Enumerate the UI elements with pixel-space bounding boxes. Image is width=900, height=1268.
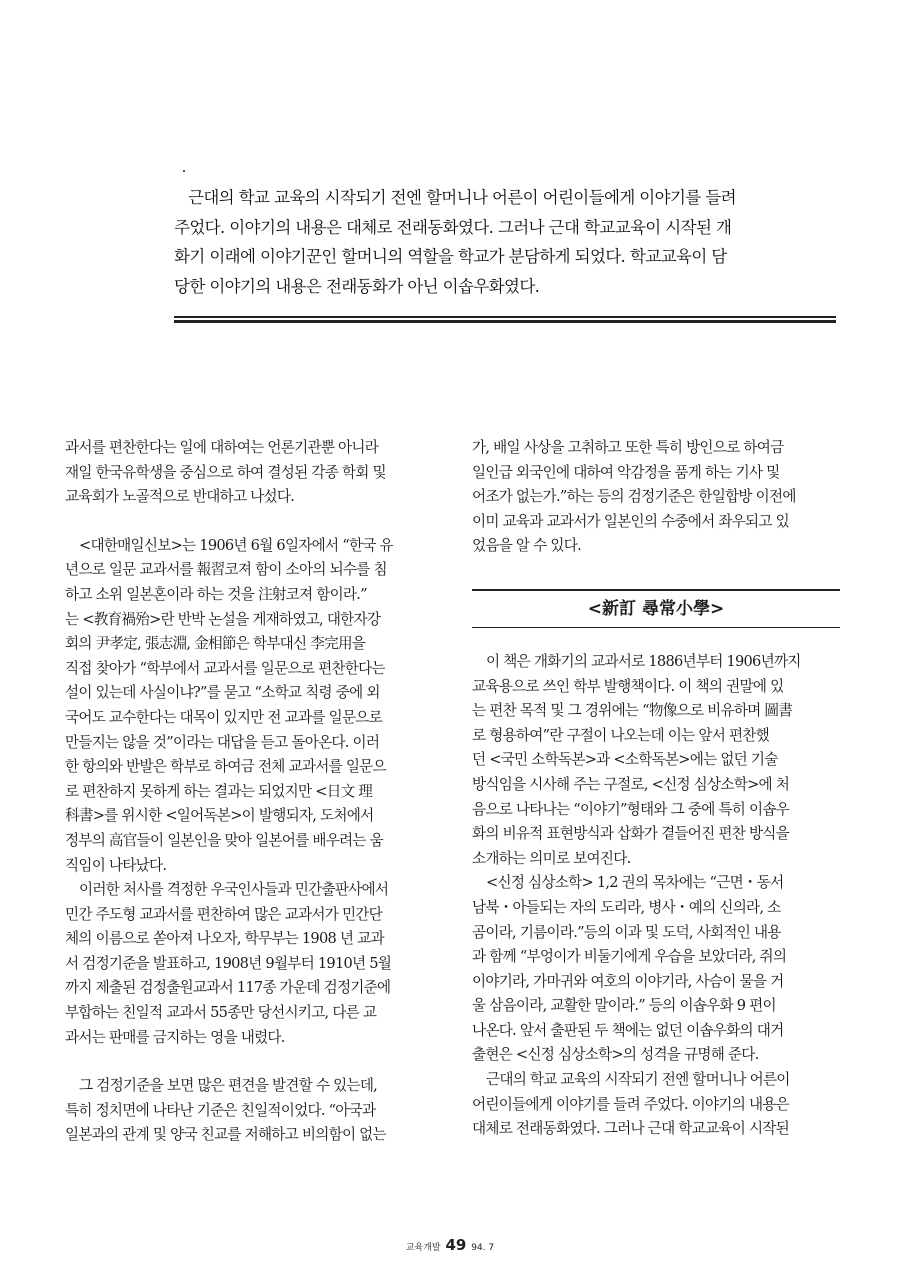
page-number: 49 <box>445 1236 467 1254</box>
issue-date: 94. 7 <box>471 1243 495 1253</box>
page-footer <box>0 1236 900 1254</box>
text-line: 었음을 알 수 있다. <box>472 537 581 555</box>
text-line: 만들지는 않을 것”이라는 대답을 듣고 돌아온다. 이러 <box>65 733 380 751</box>
text-line: 서 검정기준을 발표하고, 1908년 9월부터 1910년 5월 <box>65 954 392 972</box>
pull-quote-rule-thin <box>174 316 836 318</box>
text-line: 직접 찾아가 “학부에서 교과서를 일문으로 편찬한다는 <box>65 659 385 677</box>
text-line: 체의 이름으로 쏟아져 나오자, 학무부는 1908 년 교과 <box>65 930 384 948</box>
pull-quote-line: 화기 이래에 이야기꾼인 할머니의 역할을 학교가 분담하게 되었다. 학교교육이 담 <box>174 247 727 266</box>
text-line: 부합하는 친일적 교과서 55종만 당선시키고, 다른 교 <box>65 1004 377 1022</box>
left-column <box>65 436 445 1148</box>
text-line: 교육회가 노골적으로 반대하고 나섰다. <box>65 488 295 506</box>
text-line: 근대의 학교 교육의 시작되기 전엔 할머니나 어른이 <box>486 1071 790 1089</box>
text-line: 던 <국민 소학독본>과 <소학독본>에는 없던 기술 <box>472 751 778 769</box>
text-line: 가, 배일 사상을 고취하고 또한 특히 방인으로 하여금 <box>472 439 784 456</box>
pull-quote-line: 당한 이야기의 내용은 전래동화가 아닌 이솝우화였다. <box>174 276 540 296</box>
text-line: 하고 소위 일본혼이라 하는 것을 注射코져 함이라.” <box>65 585 367 603</box>
text-line: 울 삼음이라, 교활한 말이라.” 등의 이솝우화 9 편이 <box>472 997 776 1015</box>
text-line: 까지 제출된 검정출원교과서 117종 가운데 검정기준에 <box>65 979 391 997</box>
text-line: 나온다. 앞서 출판된 두 책에는 없던 이솝우화의 대거 <box>472 1021 784 1039</box>
section-rule-bottom <box>472 627 840 628</box>
stray-mark <box>183 170 185 172</box>
text-line: 직임이 나타났다. <box>65 856 167 874</box>
text-line: 이미 교육과 교과서가 일본인의 수중에서 좌우되고 있 <box>472 512 789 530</box>
pull-quote-rule-thick <box>174 320 836 323</box>
text-line: 이러한 처사를 격정한 우국인사들과 민간출판사에서 <box>79 881 389 899</box>
text-line: 정부의 高官들이 일본인을 맞아 일본어를 배우려는 움 <box>65 831 383 849</box>
text-line: 음으로 나타나는 “이야기”형태와 그 중에 특히 이솝우 <box>472 800 790 818</box>
text-line: <신정 심상소학> 1,2 권의 목차에는 “근면・동서 <box>486 874 784 892</box>
text-line: 출현은 <신정 심상소학>의 성격을 규명해 준다. <box>472 1046 759 1064</box>
pull-quote-line: 근대의 학교 교육의 시작되기 전엔 할머니나 어른이 어린이들에게 이야기를 들려 <box>188 188 736 207</box>
text-line: 어린이들에게 이야기를 들려 주었다. 이야기의 내용은 <box>472 1095 789 1113</box>
text-line: 일본과의 관계 및 양국 친교를 저해하고 비의함이 없는 <box>65 1126 386 1144</box>
text-line: 국어도 교수한다는 대목이 있지만 전 교과를 일문으로 <box>65 708 382 726</box>
text-line: 이야기라, 가마귀와 여호의 이야기라, 사슴이 물을 거 <box>472 972 784 990</box>
text-line: 년으로 일문 교과서를 報習코져 함이 소아의 뇌수를 침 <box>65 561 387 579</box>
text-line: 민간 주도형 교과서를 편찬하여 많은 교과서가 민간단 <box>65 905 382 923</box>
text-line: 과 함께 “부엉이가 비둘기에게 우습을 보았더라, 쥐의 <box>472 948 787 966</box>
magazine-name: 교육개발 <box>405 1243 441 1253</box>
text-line: 소개하는 의미로 보여진다. <box>472 849 631 867</box>
text-line: 과서를 편찬한다는 일에 대하여는 언론기관뿐 아니라 <box>65 439 379 456</box>
text-line: 특히 정치면에 나타난 기준은 친일적이었다. “아국과 <box>65 1101 376 1119</box>
text-line: 교육용으로 쓰인 학부 발행책이다. 이 책의 권말에 있 <box>472 677 784 695</box>
text-line: 로 편찬하지 못하게 하는 결과는 되었지만 <日文 理 <box>65 782 373 800</box>
right-column <box>472 436 840 1142</box>
text-line: 한 항의와 반발은 학부로 하여금 전체 교과서를 일문으 <box>65 758 386 776</box>
text-line: <대한매일신보>는 1906년 6월 6일자에서 “한국 유 <box>79 536 393 554</box>
text-line: 일인급 외국인에 대하여 악감정을 품게 하는 기사 및 <box>472 463 780 481</box>
text-line: 재일 한국유학생을 중심으로 하여 결성된 각종 학회 및 <box>65 463 386 481</box>
text-line: 회의 尹孝定, 張志淵, 金相節은 학부대신 李完用을 <box>65 635 366 653</box>
text-line: 科書>를 위시한 <일어독본>이 발행되자, 도처에서 <box>65 807 374 825</box>
text-line: 어조가 없는가.”하는 등의 검정기준은 한일합방 이전에 <box>472 488 796 506</box>
text-line: 남북・아들되는 자의 도리라, 병사・예의 신의라, 소 <box>472 898 781 916</box>
text-line: 그 검정기준을 보면 많은 편견을 발견할 수 있는데, <box>79 1077 378 1095</box>
text-line: 대체로 전래동화였다. 그러나 근대 학교교육이 시작된 <box>472 1120 789 1138</box>
section-title: <新訂 尋常小學> <box>587 598 725 619</box>
pull-quote <box>174 183 836 301</box>
text-line: 곰이라, 기름이라.”등의 이과 및 도덕, 사회적인 내용 <box>472 923 781 941</box>
text-line: 로 형용하여”란 구절이 나오는데 이는 앞서 편찬했 <box>472 726 769 744</box>
text-line: 설이 있는데 사실이냐?”를 묻고 “소학교 칙령 중에 외 <box>65 684 380 702</box>
text-line: 는 <教育禍殆>란 반박 논설을 게재하였고, 대한자강 <box>65 610 381 628</box>
text-line: 과서는 판매를 금지하는 영을 내렸다. <box>65 1028 285 1046</box>
text-line: 화의 비유적 표현방식과 삽화가 곁들어진 편찬 방식을 <box>472 825 789 843</box>
text-line: 방식임을 시사해 주는 구절로, <신정 심상소학>에 처 <box>472 775 790 793</box>
text-line: 는 편찬 목적 및 그 경위에는 “物像으로 비유하며 圖書 <box>472 702 793 720</box>
text-line: 이 책은 개화기의 교과서로 1886년부터 1906년까지 <box>486 652 801 670</box>
pull-quote-line: 주었다. 이야기의 내용은 대체로 전래동화였다. 그러나 근대 학교교육이 시작된 개 <box>174 217 732 237</box>
